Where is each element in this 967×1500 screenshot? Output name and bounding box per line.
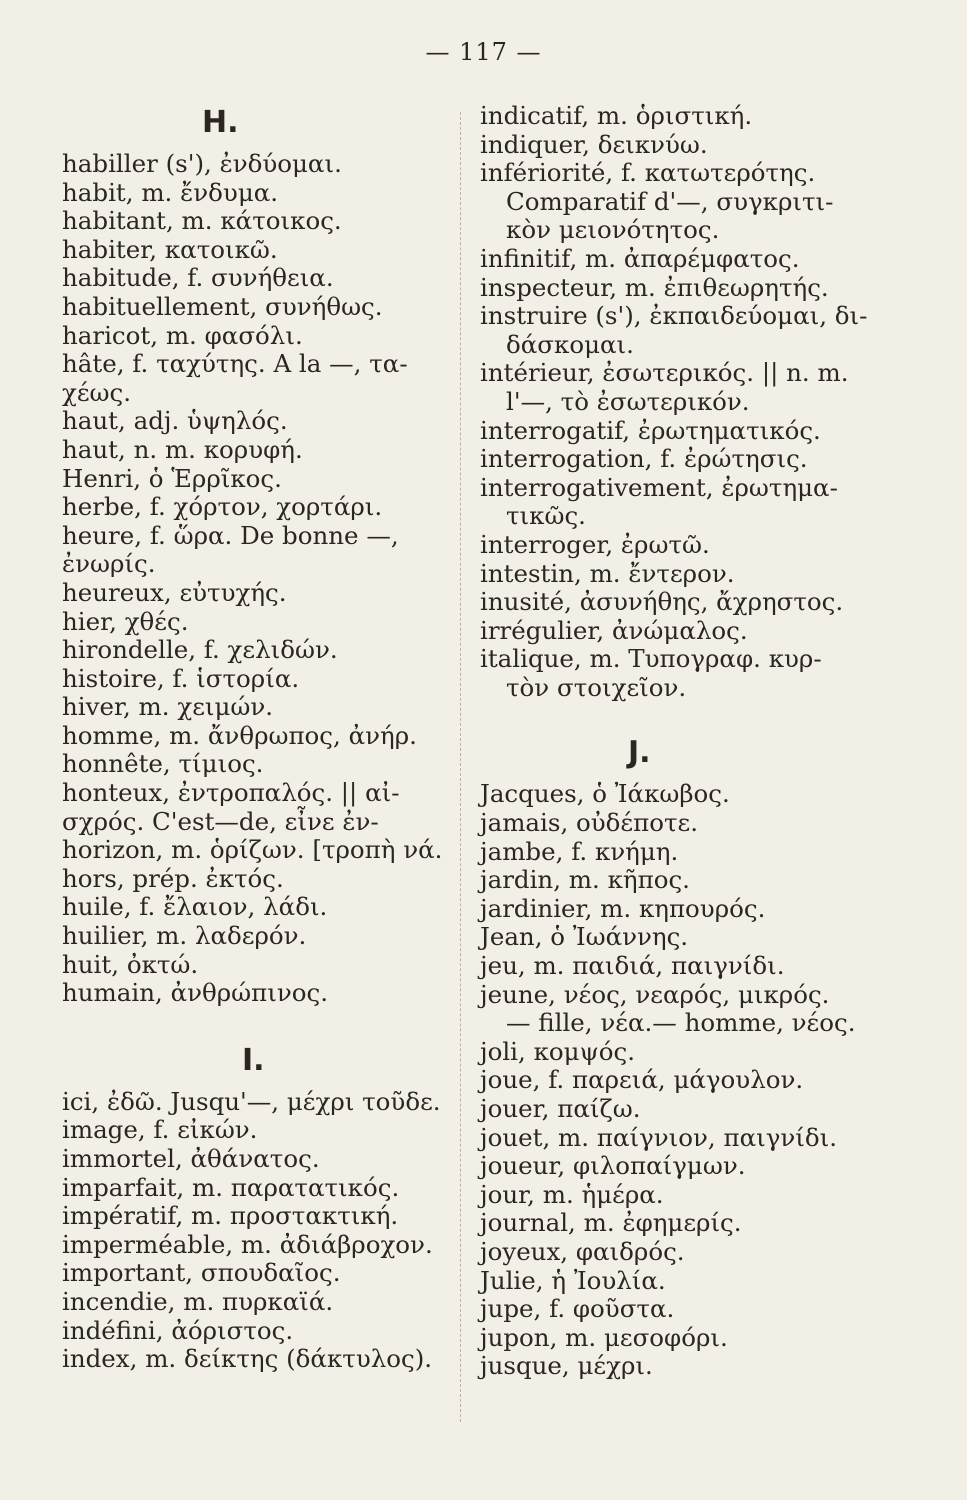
dictionary-entry: habit, m. ἔνδυμα.: [62, 177, 279, 207]
dictionary-entry: joli, κομψός.: [480, 1036, 636, 1066]
dictionary-entry: σχρός. C'est—de, εἶνε ἐν-: [62, 806, 379, 836]
dictionary-entry: hier, χθές.: [62, 606, 189, 636]
dictionary-entry: inusité, ἀσυνήθης, ἄχρηστος.: [480, 587, 844, 617]
dictionary-entry: Julie, ἡ Ἰουλία.: [480, 1265, 666, 1295]
dictionary-entry: jouet, m. παίγνιον, παιγνίδι.: [480, 1122, 838, 1152]
dictionary-entry: haut, n. m. κορυφή.: [62, 434, 303, 464]
dictionary-entry: — fille, νέα.— homme, νέος.: [506, 1008, 856, 1038]
dictionary-entry: joue, f. παρειά, μάγουλον.: [480, 1065, 804, 1095]
dictionary-entry: honteux, ἐντροπαλός. || αἰ-: [62, 778, 400, 808]
dictionary-entry: huit, ὀκτώ.: [62, 949, 199, 979]
dictionary-entry: jouer, παίζω.: [480, 1094, 641, 1123]
dictionary-entry: instruire (s'), ἐκπαιδεύομαι, δι-: [480, 301, 868, 331]
dictionary-entry: habiller (s'), ἐνδύομαι.: [62, 149, 342, 178]
section-letter-h: H.: [202, 105, 239, 140]
dictionary-entry: Jean, ὁ Ἰωάννης.: [480, 922, 689, 952]
dictionary-entry: habitant, m. κάτοικος.: [62, 206, 342, 236]
dictionary-entry: infériorité, f. κατωτερότης.: [480, 158, 816, 188]
dictionary-entry: Henri, ὁ Ἑρρῖκος.: [62, 463, 282, 493]
dictionary-entry: intérieur, ἐσωτερικός. || n. m.: [480, 358, 849, 388]
section-letter-j: J.: [628, 735, 651, 771]
dictionary-entry: horizon, m. ὁρίζων. [τροπὴ νά.: [62, 835, 443, 865]
dictionary-entry: heureux, εὐτυχής.: [62, 577, 287, 607]
dictionary-entry: jeu, m. παιδιά, παιγνίδι.: [480, 951, 785, 981]
dictionary-entry: τὸν στοιχεῖον.: [506, 672, 687, 702]
dictionary-entry: interrogatif, ἐρωτηματικός.: [480, 415, 821, 445]
dictionary-entry: intestin, m. ἔντερον.: [480, 558, 735, 588]
dictionary-entry: honnête, τίμιος.: [62, 749, 264, 779]
dictionary-entry: imparfait, m. παρατατικός.: [62, 1172, 400, 1202]
dictionary-entry: hirondelle, f. χελιδών.: [62, 635, 338, 665]
section-letter-i: I.: [242, 1042, 265, 1078]
dictionary-entry: ἐνωρίς.: [62, 549, 156, 579]
dictionary-entry: impératif, m. προστακτική.: [62, 1201, 399, 1231]
dictionary-entry: hiver, m. χειμών.: [62, 692, 274, 722]
dictionary-entry: herbe, f. χόρτον, χορτάρι.: [62, 492, 383, 522]
dictionary-entry: jardin, m. κῆπος.: [480, 865, 690, 895]
page-number: — 117 —: [425, 38, 542, 66]
dictionary-entry: κὸν μειονότητος.: [506, 215, 720, 245]
right-column: [480, 102, 880, 1381]
dictionary-entry: infinitif, m. ἀπαρέμφατος.: [480, 243, 800, 273]
dictionary-entry: ici, ἐδῶ. Jusqu'—, μέχρι τοῦδε.: [62, 1086, 441, 1116]
dictionary-entry: Comparatif d'—, συγκριτι-: [506, 186, 834, 216]
dictionary-entry: jupe, f. φοῦστα.: [480, 1294, 675, 1324]
dictionary-entry: italique, m. Τυπογραφ. κυρ-: [480, 644, 822, 674]
dictionary-entry: huile, f. ἔλαιον, λάδι.: [62, 892, 328, 922]
dictionary-entry: imperméable, m. ἀδιάβροχον.: [62, 1229, 433, 1259]
dictionary-entry: Jacques, ὁ Ἰάκωβος.: [480, 779, 730, 809]
dictionary-entry: humain, ἀνθρώπινος.: [62, 978, 329, 1008]
dictionary-entry: joueur, φιλοπαίγμων.: [480, 1151, 746, 1181]
dictionary-entry: l'—, τὸ ἐσωτερικόν.: [506, 386, 750, 416]
dictionary-entry: journal, m. ἐφημερίς.: [480, 1208, 742, 1238]
dictionary-entry: haut, adj. ὑψηλός.: [62, 406, 288, 436]
dictionary-entry: jeune, νέος, νεαρός, μικρός.: [480, 979, 830, 1009]
entries-i-left: [62, 1088, 454, 1374]
entries-i-right: [480, 102, 880, 702]
entries-j: [480, 780, 880, 1380]
dictionary-entry: haricot, m. φασόλι.: [62, 320, 303, 350]
dictionary-entry: habiter, κατοικῶ.: [62, 234, 278, 264]
dictionary-entry: interrogativement, ἐρωτημα-: [480, 472, 838, 502]
dictionary-entry: irrégulier, ἀνώμαλος.: [480, 615, 748, 645]
entries-h: [62, 150, 454, 1008]
dictionary-entry: index, m. δείκτης (δάκτυλος).: [62, 1344, 433, 1374]
dictionary-entry: incendie, m. πυρκαϊά.: [62, 1286, 334, 1316]
dictionary-entry: habituellement, συνήθως.: [62, 291, 383, 321]
dictionary-entry: histoire, f. ἱστορία.: [62, 663, 300, 693]
dictionary-entry: χέως.: [62, 377, 132, 407]
dictionary-entry: interroger, ἐρωτῶ.: [480, 529, 710, 559]
dictionary-entry: hâte, f. ταχύτης. A la —, τα-: [62, 349, 408, 379]
dictionary-entry: hors, prép. ἐκτός.: [62, 863, 284, 893]
dictionary-entry: indicatif, m. ὁριστική.: [480, 101, 753, 130]
dictionary-entry: jamais, οὐδέποτε.: [480, 808, 698, 838]
dictionary-entry: huilier, m. λαδερόν.: [62, 921, 307, 951]
dictionary-entry: image, f. εἰκών.: [62, 1115, 258, 1145]
dictionary-entry: heure, f. ὥρα. De bonne —,: [62, 520, 399, 550]
dictionary-entry: indéfini, ἀόριστος.: [62, 1315, 294, 1345]
dictionary-entry: τικῶς.: [506, 501, 586, 531]
dictionary-entry: immortel, ἀθάνατος.: [62, 1144, 320, 1173]
dictionary-entry: jour, m. ἡμέρα.: [480, 1179, 664, 1209]
dictionary-entry: homme, m. ἄνθρωπος, ἀνήρ.: [62, 720, 417, 750]
dictionary-entry: indiquer, δεικνύω.: [480, 129, 708, 159]
dictionary-entry: jupon, m. μεσοφόρι.: [480, 1322, 728, 1352]
dictionary-entry: δάσκομαι.: [506, 329, 634, 359]
dictionary-entry: jambe, f. κνήμη.: [480, 836, 679, 866]
dictionary-entry: habitude, f. συνήθεια.: [62, 263, 334, 293]
dictionary-entry: interrogation, f. ἐρώτησις.: [480, 444, 808, 474]
left-column: [62, 102, 454, 1374]
dictionary-entry: important, σπουδαῖος.: [62, 1258, 341, 1288]
dictionary-entry: jardinier, m. κηπουρός.: [480, 893, 766, 923]
dictionary-entry: jusque, μέχρι.: [480, 1351, 653, 1381]
column-divider: [460, 112, 462, 1422]
dictionary-entry: inspecteur, m. ἐπιθεωρητής.: [480, 272, 829, 302]
dictionary-entry: joyeux, φαιδρός.: [480, 1236, 685, 1266]
